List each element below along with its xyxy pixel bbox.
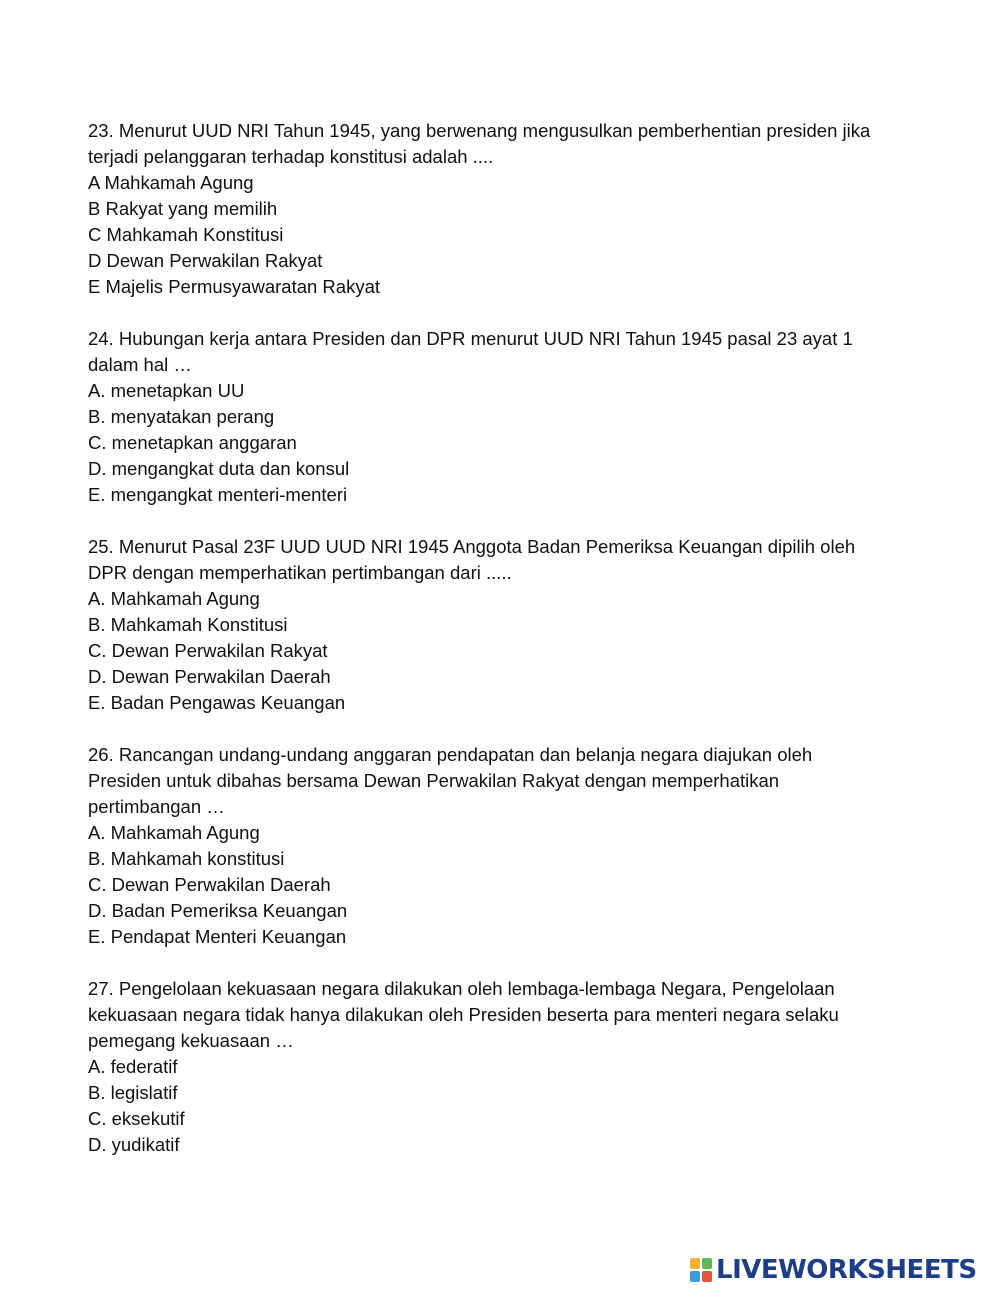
- option-b[interactable]: B. Mahkamah konstitusi: [88, 848, 285, 869]
- option-a[interactable]: A. Mahkamah Agung: [88, 822, 260, 843]
- question-27: [88, 976, 878, 1158]
- question-text: 24. Hubungan kerja antara Presiden dan DPR menurut UUD NRI Tahun 1945 pasal 23 ayat 1 dalam hal …: [88, 328, 853, 375]
- option-b[interactable]: B. Mahkamah Konstitusi: [88, 614, 288, 635]
- liveworksheets-logo-icon: [690, 1258, 712, 1282]
- option-c[interactable]: C. menetapkan anggaran: [88, 432, 297, 453]
- option-c[interactable]: C. Dewan Perwakilan Daerah: [88, 874, 331, 895]
- question-25: [88, 534, 878, 716]
- option-d[interactable]: D. Badan Pemeriksa Keuangan: [88, 900, 348, 921]
- option-a[interactable]: A. menetapkan UU: [88, 380, 245, 401]
- logo-square-2: [702, 1258, 712, 1269]
- question-26: [88, 742, 878, 950]
- question-text: 25. Menurut Pasal 23F UUD UUD NRI 1945 Anggota Badan Pemeriksa Keuangan dipilih oleh DPR dengan memperhatikan pertimbangan dari .....: [88, 536, 856, 583]
- worksheet: [88, 118, 878, 1184]
- logo-text: LIVEWORKSHEETS: [716, 1255, 977, 1285]
- option-c[interactable]: C. Dewan Perwakilan Rakyat: [88, 640, 328, 661]
- option-b[interactable]: B. menyatakan perang: [88, 406, 275, 427]
- option-e[interactable]: E. mengangkat menteri-menteri: [88, 484, 348, 505]
- question-text: 23. Menurut UUD NRI Tahun 1945, yang berwenang mengusulkan pemberhentian presiden jika terjadi pelanggaran terhadap konstitusi adalah ....: [88, 120, 871, 167]
- option-e[interactable]: E Majelis Permusyawaratan Rakyat: [88, 276, 380, 297]
- option-a[interactable]: A. federatif: [88, 1056, 178, 1077]
- logo-square-1: [690, 1258, 700, 1269]
- option-b[interactable]: B Rakyat yang memilih: [88, 198, 278, 219]
- option-c[interactable]: C. eksekutif: [88, 1108, 185, 1129]
- question-24: [88, 326, 878, 508]
- option-d[interactable]: D. yudikatif: [88, 1134, 180, 1155]
- option-d[interactable]: D. Dewan Perwakilan Daerah: [88, 666, 331, 687]
- question-text: 26. Rancangan undang-undang anggaran pendapatan dan belanja negara diajukan oleh Presiden untuk dibahas bersama Dewan Perwakilan Rakyat dengan memperhatikan pertimbangan …: [88, 744, 813, 817]
- option-c[interactable]: C Mahkamah Konstitusi: [88, 224, 284, 245]
- question-23: [88, 118, 878, 300]
- liveworksheets-logo[interactable]: [690, 1254, 977, 1286]
- option-d[interactable]: D Dewan Perwakilan Rakyat: [88, 250, 323, 271]
- option-a[interactable]: A. Mahkamah Agung: [88, 588, 260, 609]
- option-e[interactable]: E. Badan Pengawas Keuangan: [88, 692, 346, 713]
- option-e[interactable]: E. Pendapat Menteri Keuangan: [88, 926, 347, 947]
- logo-square-4: [702, 1271, 712, 1282]
- option-d[interactable]: D. mengangkat duta dan konsul: [88, 458, 350, 479]
- option-b[interactable]: B. legislatif: [88, 1082, 178, 1103]
- question-text: 27. Pengelolaan kekuasaan negara dilakukan oleh lembaga-lembaga Negara, Pengelolaan kekuasaan negara tidak hanya dilakukan oleh Presiden beserta para menteri negara selaku pemegang kekuasaan …: [88, 978, 839, 1051]
- logo-square-3: [690, 1271, 700, 1282]
- option-a[interactable]: A Mahkamah Agung: [88, 172, 254, 193]
